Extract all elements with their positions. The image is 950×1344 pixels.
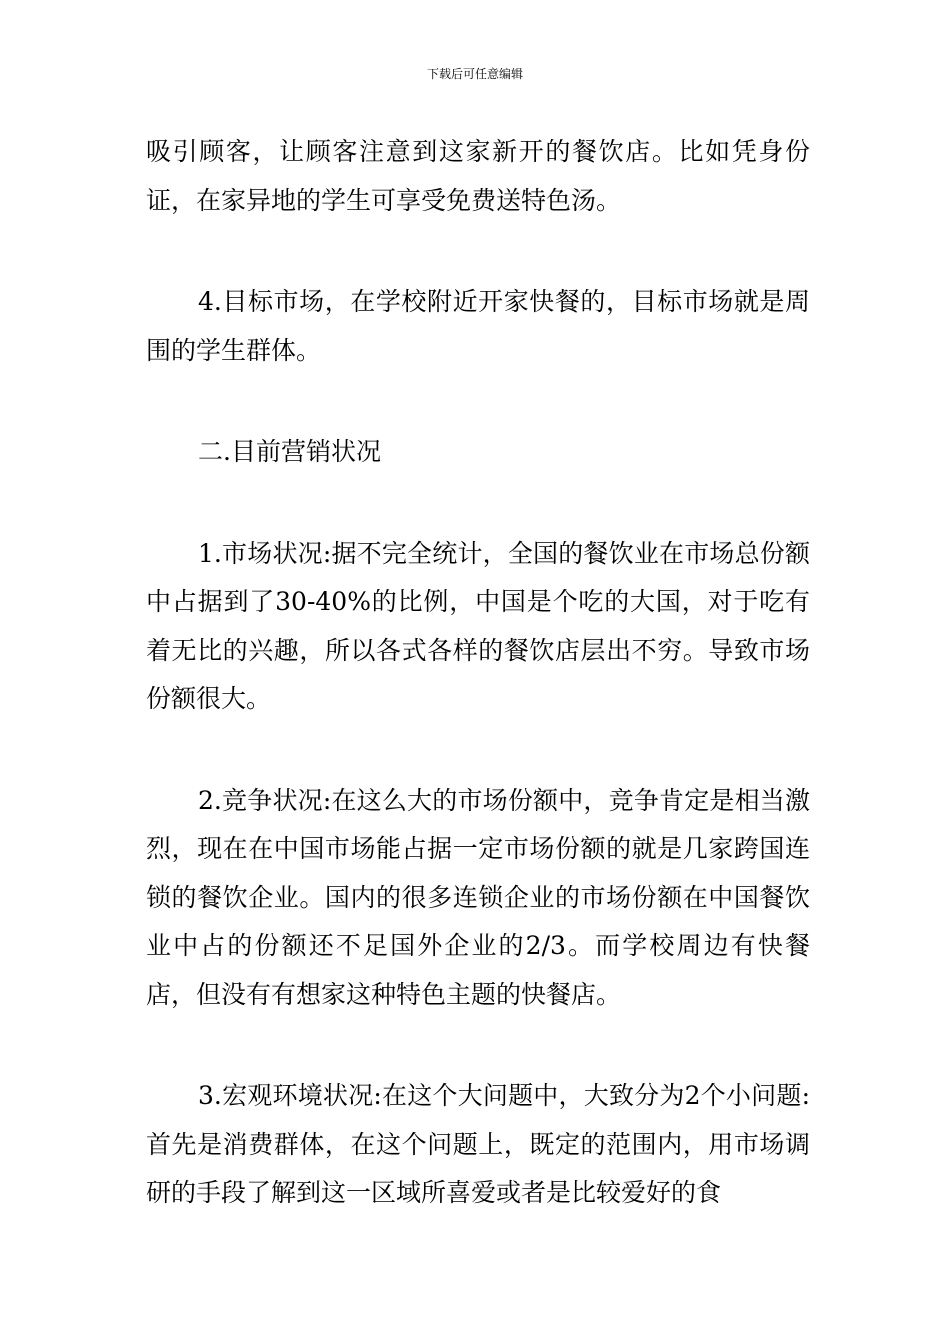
- paragraph-competition-status: 2.竞争状况:在这么大的市场份额中，竞争肯定是相当激烈，现在在中国市场能占据一定市场份额的就是几家跨国连锁的餐饮企业。国内的很多连锁企业的市场份额在中国餐饮业中占的份额还不足国外企业的2/3。而学校周边有快餐店，但没有有想家这种特色主题的快餐店。: [146, 785, 810, 1009]
- section-heading-marketing-status: 二.目前营销状况: [198, 437, 381, 466]
- paragraph-attract-customers: 吸引顾客，让顾客注意到这家新开的餐饮店。比如凭身份证，在家异地的学生可享受免费送特色汤。: [146, 137, 810, 215]
- document-body: [146, 128, 810, 1271]
- page-header: 下载后可任意编辑: [426, 67, 523, 81]
- paragraph-macro-environment: 3.宏观环境状况:在这个大问题中，大致分为2个小问题:首先是消费群体，在这个问题上，既定的范围内，用市场调研的手段了解到这一区域所喜爱或者是比较爱好的食: [146, 1081, 810, 1207]
- paragraph-target-market: 4.目标市场，在学校附近开家快餐的，目标市场就是周围的学生群体。: [146, 287, 810, 365]
- paragraph-market-status: 1.市场状况:据不完全统计，全国的餐饮业在市场总份额中占据到了30-40%的比例，中国是个吃的大国，对于吃有着无比的兴趣，所以各式各样的餐饮店层出不穷。导致市场份额很大。: [146, 538, 810, 713]
